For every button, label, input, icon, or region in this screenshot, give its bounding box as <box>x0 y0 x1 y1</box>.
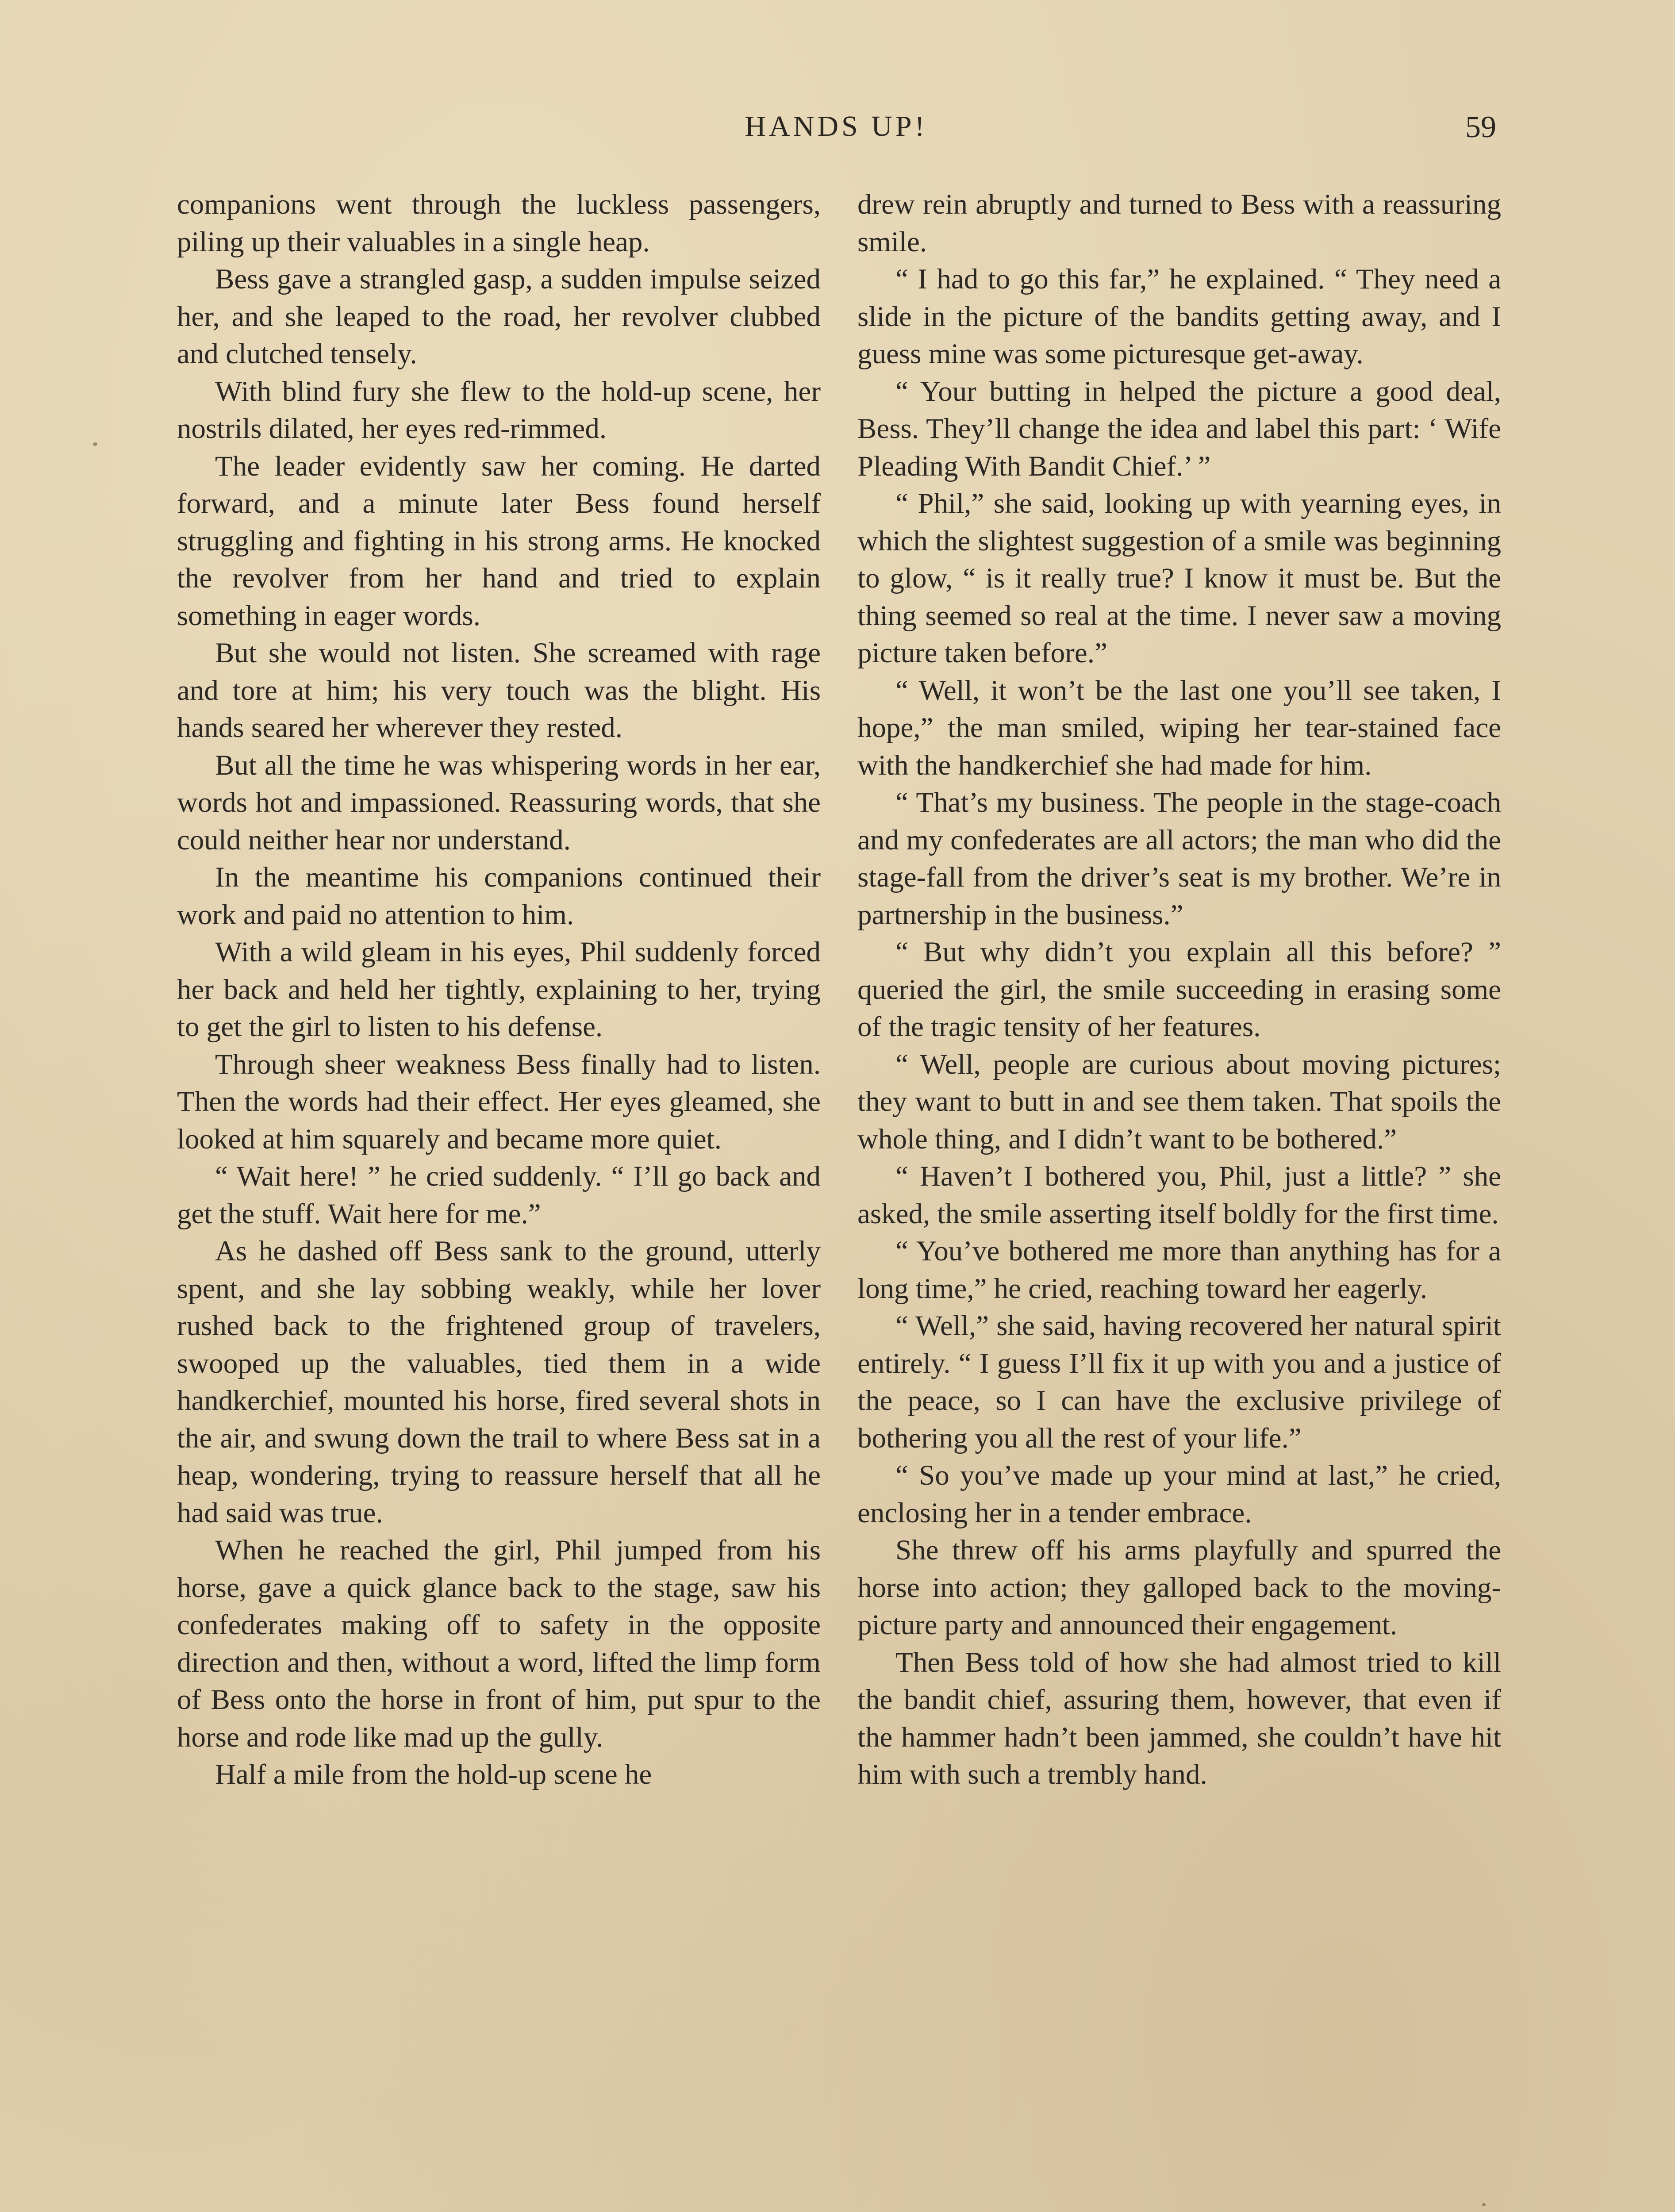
paragraph: When he reached the girl, Phil jumped from his horse, gave a quick glance back to the stage, saw his confederates making off to safety in the opposite direction and then, without a word, lifted the limp form of Bess onto the horse in front of him, put spur to the horse and rode like mad up the gully. <box>177 1534 821 1753</box>
paragraph: Through sheer weakness Bess finally had to listen. Then the words had their effect. Her eyes gleamed, she looked at him squarely and became more quiet. <box>177 1048 821 1155</box>
paper-speck <box>93 442 97 446</box>
paragraph: “ You’ve bothered me more than anything has for a long time,” he cried, reaching toward her eagerly. <box>857 1235 1501 1305</box>
paragraph: Half a mile from the hold-up scene he <box>215 1759 652 1790</box>
paragraph: “ Well, it won’t be the last one you’ll see taken, I hope,” the man smiled, wiping her tear-stained face with the handkerchief she had made for him. <box>857 674 1501 781</box>
paragraph: “ But why didn’t you explain all this before? ” queried the girl, the smile succeeding in erasing some of the tragic tensity of her features. <box>857 936 1501 1043</box>
paragraph: With blind fury she flew to the hold-up scene, her nostrils dilated, her eyes red-rimmed. <box>177 375 821 445</box>
paragraph: “ Wait here! ” he cried suddenly. “ I’ll go back and get the stuff. Wait here for me.” <box>177 1160 821 1230</box>
paragraph: But she would not listen. She screamed with rage and tore at him; his very touch was the blight. His hands seared her wherever they rested. <box>177 637 821 744</box>
right-column <box>857 186 1501 1793</box>
paragraph: “ I had to go this far,” he explained. “ They need a slide in the picture of the bandits getting away, and I guess mine was some picturesque get-away. <box>857 263 1501 370</box>
paragraph: “ Your butting in helped the picture a good deal, Bess. They’ll change the idea and label this part: ‘ Wife Pleading With Bandit Chief.’ ” <box>857 375 1501 482</box>
paragraph: With a wild gleam in his eyes, Phil suddenly forced her back and held her tightly, explaining to her, trying to get the girl to listen to his defense. <box>177 936 821 1043</box>
running-head: HANDS UP! <box>745 110 928 142</box>
paragraph: “ That’s my business. The people in the stage-coach and my confederates are all actors; the man who did the stage-fall from the driver’s seat is my brother. We’re in partnership in the business.” <box>857 787 1501 931</box>
paragraph: “ Phil,” she said, looking up with yearning eyes, in which the slightest suggestion of a smile was beginning to glow, “ is it really true? I know it must be. But the thing seemed so real at the time. I never saw a moving picture taken before.” <box>857 488 1501 669</box>
paragraph: “ Well, people are curious about moving pictures; they want to butt in and see them taken. That spoils the whole thing, and I didn’t want to be bothered.” <box>857 1048 1501 1155</box>
left-column <box>177 186 821 1793</box>
paragraph: The leader evidently saw her coming. He darted forward, and a minute later Bess found herself struggling and fighting in his strong arms. He knocked the revolver from her hand and tried to explain something in eager words. <box>177 450 821 632</box>
paragraph: Then Bess told of how she had almost tried to kill the bandit chief, assuring them, however, that even if the hammer hadn’t been jammed, she couldn’t have hit him with such a trembly hand. <box>857 1646 1501 1790</box>
paragraph: drew rein abruptly and turned to Bess with a reassuring smile. <box>857 188 1501 258</box>
paragraph: companions went through the luckless passengers, piling up their valuables in a single heap. <box>177 188 821 258</box>
paragraph: “ Haven’t I bothered you, Phil, just a little? ” she asked, the smile asserting itself boldly for the first time. <box>857 1160 1501 1230</box>
paragraph: “ Well,” she said, having recovered her natural spirit entirely. “ I guess I’ll fix it up with you and a justice of the peace, so I can have the exclusive privilege of bothering you all the rest of your life.” <box>857 1310 1501 1454</box>
paragraph: Bess gave a strangled gasp, a sudden impulse seized her, and she leaped to the road, her revolver clubbed and clutched tensely. <box>177 263 821 370</box>
paragraph: In the meantime his companions continued their work and paid no attention to him. <box>177 861 821 931</box>
paragraph: “ So you’ve made up your mind at last,” he cried, enclosing her in a tender embrace. <box>857 1459 1501 1529</box>
page-number: 59 <box>1465 110 1496 144</box>
page-header <box>173 110 1500 154</box>
paragraph: She threw off his arms playfully and spurred the horse into action; they galloped back to the moving-picture party and announced their engagement. <box>857 1534 1501 1641</box>
paper-speck <box>1482 2203 1486 2206</box>
paragraph: As he dashed off Bess sank to the ground, utterly spent, and she lay sobbing weakly, while her lover rushed back to the frightened group of travelers, swooped up the valuables, tied them in a wide handkerchief, mounted his horse, fired several shots in the air, and swung down the trail to where Bess sat in a heap, wondering, trying to reassure herself that all he had said was true. <box>177 1235 821 1529</box>
paragraph: But all the time he was whispering words in her ear, words hot and impassioned. Reassuring words, that she could neither hear nor understand. <box>177 749 821 856</box>
